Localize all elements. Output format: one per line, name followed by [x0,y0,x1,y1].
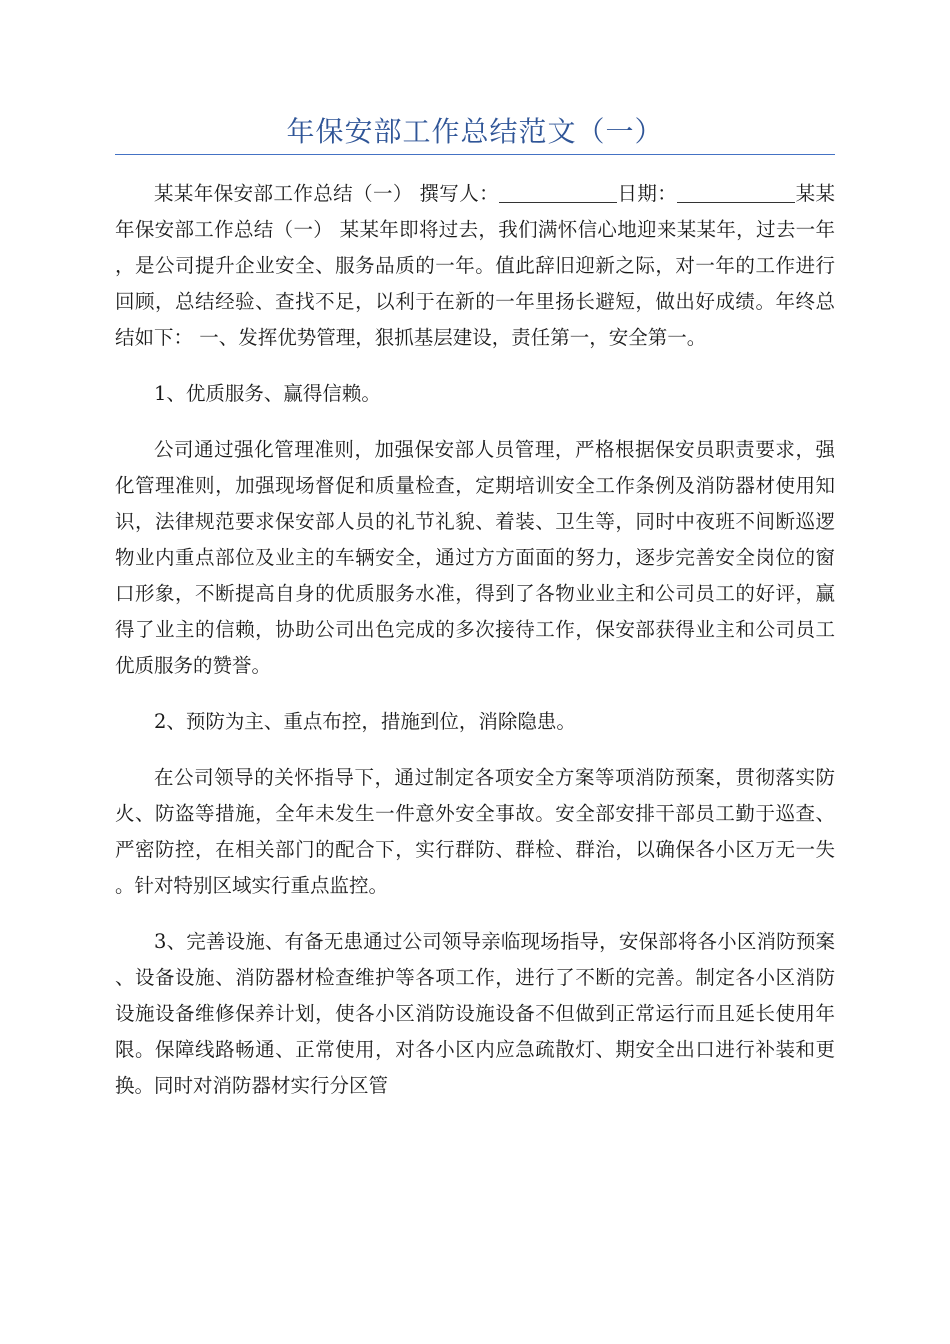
document-title: 年保安部工作总结范文（一） [286,115,664,148]
intro-body-text: 某某年保安部工作总结（一） 某某年即将过去，我们满怀信心地迎来某某年，过去一年，是公司提升企业安全、服务品质的一年。值此辞旧迎新之际，对一年的工作进行回顾，总结经验、查找不足，以利于在新的一年里扬长避短，做出好成绩。年终总结如下： 一、发挥优势管理，狠抓基层建设，责任第一，安全第一。 [115,182,835,349]
intro-paragraph [115,176,835,356]
author-blank [499,183,617,204]
document-body [115,176,835,1124]
date-label: 日期： [617,182,678,205]
date-blank [677,183,795,204]
section-1-paragraph: 公司通过强化管理准则，加强保安部人员管理，严格根据保安员职责要求，强化管理准则，加强现场督促和质量检查，定期培训安全工作条例及消防器材使用知识，法律规范要求保安部人员的礼节礼貌、着装、卫生等，同时中夜班不间断巡逻物业内重点部位及业主的车辆安全，通过方方面面的努力，逐步完善安全岗位的窗口形象，不断提高自身的优质服务水准，得到了各物业业主和公司员工的好评，赢得了业主的信赖，协助公司出色完成的多次接待工作，保安部获得业主和公司员工优质服务的赞誉。 [115,438,835,677]
section-3-paragraph: 3、完善设施、有备无患通过公司领导亲临现场指导，安保部将各小区消防预案、设备设施、消防器材检查维护等各项工作，进行了不断的完善。制定各小区消防设施设备维修保养计划，使各小区消防设施设备不但做到正常运行而且延长使用年限。保障线路畅通、正常使用，对各小区内应急疏散灯、期安全出口进行补装和更换。同时对消防器材实行分区管 [115,930,835,1097]
title-underline [115,154,835,155]
intro-heading-text: 某某年保安部工作总结（一） 撰写人： [154,182,500,205]
section-2-paragraph: 在公司领导的关怀指导下，通过制定各项安全方案等项消防预案，贯彻落实防火、防盗等措施，全年未发生一件意外安全事故。安全部安排干部员工勤于巡查、严密防控，在相关部门的配合下，实行群防、群检、群治，以确保各小区万无一失。针对特别区域实行重点监控。 [115,766,835,897]
section-2-heading: 2、预防为主、重点布控，措施到位，消除隐患。 [154,710,576,733]
section-1-heading: 1、优质服务、赢得信赖。 [154,382,381,405]
